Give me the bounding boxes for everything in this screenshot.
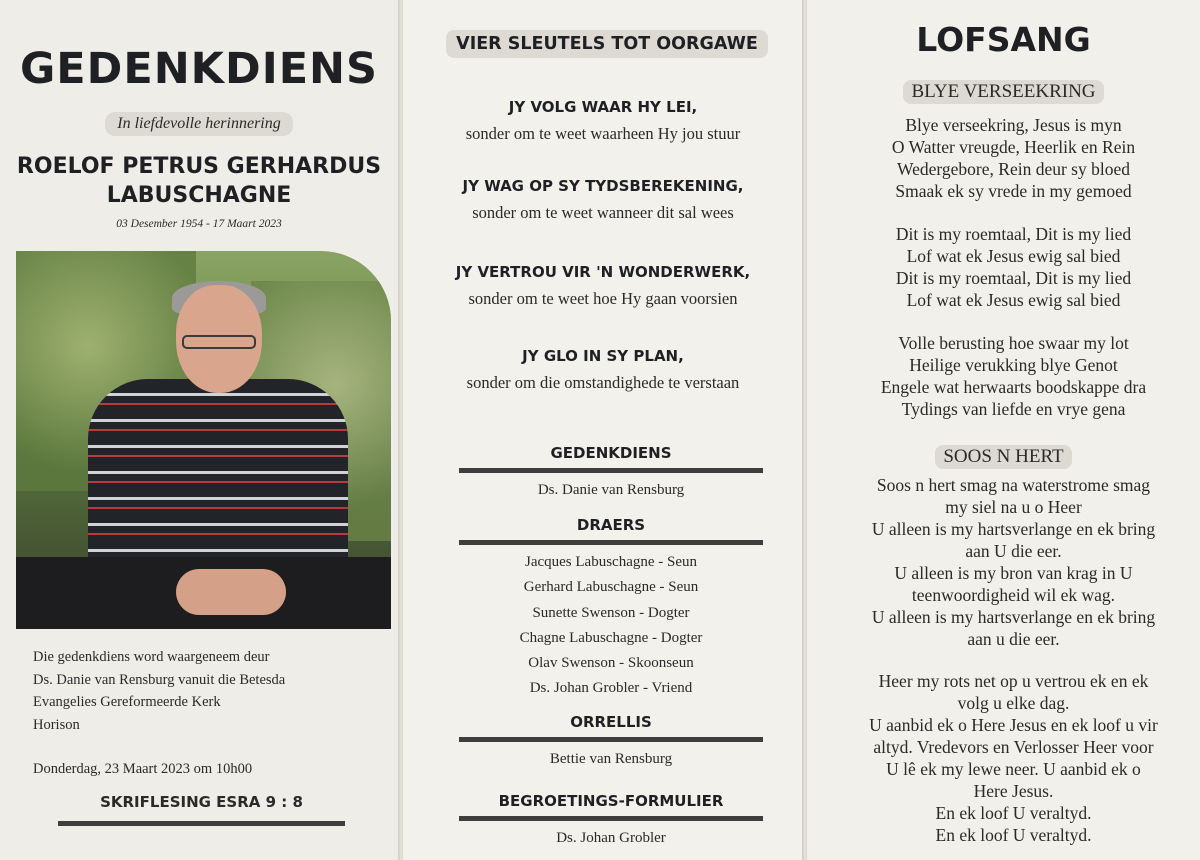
service-date: Donderdag, 23 Maart 2023 om 10h00 <box>33 761 253 777</box>
photo-glasses <box>182 335 256 349</box>
section-heading: DRAERS <box>576 516 646 534</box>
key-text: sonder om te weet wanneer dit sal wees <box>472 203 734 222</box>
section-heading: ORRELLIS <box>570 713 652 731</box>
pallbearer: Jacques Labuschagne - Seun <box>524 554 698 570</box>
key-item <box>403 177 803 223</box>
song-stanza <box>827 332 1200 420</box>
key-heading: JY GLO IN SY PLAN, <box>522 347 684 365</box>
scripture-reading: SKRIFLESING ESRA 9 : 8 <box>100 793 303 811</box>
key-text: sonder om die omstandighede te verstaan <box>466 373 740 392</box>
lyric-line: my siel na u o Heer <box>945 497 1082 517</box>
portrait-photo <box>16 251 391 629</box>
pallbearer: Chagne Labuschagne - Dogter <box>519 629 703 646</box>
section-line: Ds. Danie van Rensburg <box>537 482 685 498</box>
lyric-line: Engele wat herwaarts boodskappe dra <box>880 377 1147 397</box>
lyric-line: Lof wat ek Jesus ewig sal bied <box>906 290 1121 310</box>
photo-hands <box>176 569 286 615</box>
lyric-line: Here Jesus. <box>973 781 1054 801</box>
lyric-line: U alleen is my hartsverlange en ek bring <box>871 607 1156 627</box>
divider <box>58 821 345 826</box>
lyric-line: Smaak ek sy vrede in my gemoed <box>895 181 1132 201</box>
song-title <box>807 445 1200 469</box>
section-lines <box>459 550 763 702</box>
body-line: Evangelies Gereformeerde Kerk <box>33 694 221 710</box>
section-orrellis <box>459 713 763 772</box>
body-line: Die gedenkdiens word waargeneem deur <box>33 649 270 665</box>
song-stanza <box>827 474 1200 650</box>
song-stanza <box>827 223 1200 311</box>
lyric-line: En ek loof U veraltyd. <box>935 825 1092 845</box>
panel-right <box>807 0 1200 860</box>
panel-left <box>0 0 398 860</box>
subtitle-text: In liefdevolle herinnering <box>105 112 293 136</box>
pallbearer: Gerhard Labuschagne - Seun <box>523 579 699 596</box>
lyric-line: O Watter vreugde, Heerlik en Rein <box>891 137 1136 157</box>
pallbearer: Ds. Johan Grobler - Vriend <box>529 680 693 697</box>
key-heading: JY WAG OP SY TYDSBEREKENING, <box>462 177 744 195</box>
lyric-line: Soos n hert smag na waterstrome smag <box>876 475 1151 495</box>
section-line: Bettie van Rensburg <box>549 751 673 767</box>
subtitle <box>0 112 398 136</box>
deceased-name <box>0 152 398 210</box>
lyric-line: Heer my rots net op u vertrou ek en ek <box>878 671 1149 691</box>
section-line: Ds. Johan Grobler <box>556 830 666 846</box>
pallbearer: Sunette Swenson - Dogter <box>532 604 690 621</box>
lyric-line: Wedergebore, Rein deur sy bloed <box>897 159 1130 179</box>
lyric-line: Volle berusting hoe swaar my lot <box>898 333 1129 353</box>
section-heading: GEDENKDIENS <box>550 444 672 462</box>
lyric-line: Dit is my roemtaal, Dit is my lied <box>895 268 1132 288</box>
deceased-name-line2: LABUSCHAGNE <box>106 183 292 208</box>
lyric-line: U alleen is my bron van krag in U <box>894 563 1133 583</box>
song-title-text: BLYE VERSEEKRING <box>903 80 1103 104</box>
key-item <box>403 263 803 309</box>
lyric-line: U lê ek my lewe neer. U aanbid ek o <box>886 759 1141 779</box>
deceased-name-line1: ROELOF PETRUS GERHARDUS <box>16 154 382 179</box>
section-gedenkdiens <box>459 444 763 503</box>
song-stanza <box>827 670 1200 846</box>
lyric-line: aan u die eer. <box>967 629 1060 649</box>
divider <box>459 737 763 742</box>
service-description <box>33 646 373 736</box>
divider <box>459 816 763 821</box>
key-heading: JY VERTROU VIR 'N WONDERWERK, <box>455 263 751 281</box>
lyric-line: aan U die eer. <box>965 541 1062 561</box>
key-item <box>403 347 803 393</box>
lyric-line: altyd. Vredevors en Verlosser Heer voor <box>873 737 1154 757</box>
lyric-line: Tydings van liefde en vrye gena <box>901 399 1126 419</box>
divider <box>459 540 763 545</box>
key-text: sonder om te weet hoe Hy gaan voorsien <box>468 289 738 308</box>
photo-shirt <box>88 379 348 579</box>
key-item <box>403 98 803 144</box>
key-text: sonder om te weet waarheen Hy jou stuur <box>465 124 741 143</box>
key-heading: JY VOLG WAAR HY LEI, <box>508 98 698 116</box>
section-draers <box>459 516 763 702</box>
panel-middle <box>403 0 803 860</box>
body-line: Horison <box>33 716 80 733</box>
pallbearer: Olav Swenson - Skoonseun <box>528 655 694 672</box>
lyric-line: U aanbid ek o Here Jesus en ek loof u vir <box>869 715 1158 735</box>
lyric-line: Dit is my roemtaal, Dit is my lied <box>895 224 1132 244</box>
section-begroetings <box>459 792 763 851</box>
lyric-line: U alleen is my hartsverlange en ek bring <box>871 519 1156 539</box>
song-stanza <box>827 114 1200 202</box>
lyric-line: Heilige verukking blye Genot <box>909 355 1118 375</box>
hymns-title: LOFSANG <box>916 20 1091 59</box>
song-title <box>807 80 1200 104</box>
lyric-line: teenwoordigheid wil ek wag. <box>911 585 1116 605</box>
lyric-line: En ek loof U veraltyd. <box>935 803 1092 823</box>
lyric-line: volg u elke dag. <box>957 693 1070 713</box>
keys-title <box>433 30 781 58</box>
divider <box>459 468 763 473</box>
song-title-text: SOOS N HERT <box>935 445 1071 469</box>
lyric-line: Blye verseekring, Jesus is myn <box>905 115 1122 135</box>
page-title: GEDENKDIENS <box>19 44 379 94</box>
lyric-line: Lof wat ek Jesus ewig sal bied <box>906 246 1121 266</box>
section-heading: BEGROETINGS-FORMULIER <box>498 792 724 810</box>
body-line: Ds. Danie van Rensburg vanuit die Betesda <box>33 671 286 688</box>
life-dates: 03 Desember 1954 - 17 Maart 2023 <box>116 218 282 230</box>
keys-title-text: VIER SLEUTELS TOT OORGAWE <box>446 30 768 58</box>
